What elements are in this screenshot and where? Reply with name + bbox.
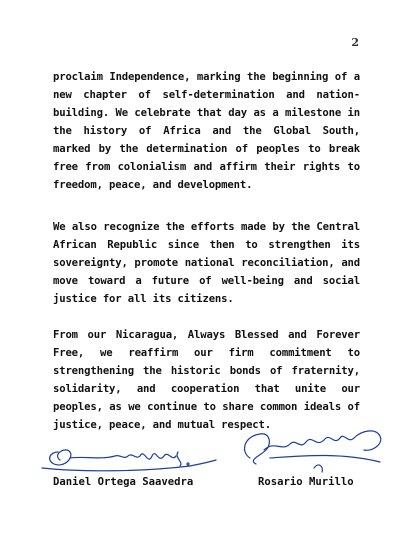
page-number: 2 [351,36,359,49]
signatory-name-1: Daniel Ortega Saavedra [53,476,194,488]
signature-daniel-ortega [40,438,220,478]
signature-rosario-murillo [230,422,390,476]
paragraph-1: proclaim Independence, marking the beginning of a new chapter of self-determination and nation-building. We celebrate that day as a milestone in the history of Africa and the Global South, marked by the determination of peoples to break free from colonialism and affirm their rights to freedom, peace, and development. [53,71,360,191]
signatory-name-2: Rosario Murillo [258,476,354,488]
paragraph-2: We also recognize the efforts made by the Central African Republic since then to strengthen its sovereignty, promote national reconciliation, and move toward a future of well-being and social justice for all its citizens. [53,221,360,305]
signature-block [40,420,390,500]
paragraph-3: From our Nicaragua, Always Blessed and Forever Free, we reaffirm our firm commitment to strengthening the historic bonds of fraternity, solidarity, and cooperation that unite our peoples, as we continue to share common ideals of justice, peace, and mutual respect. [53,329,360,431]
